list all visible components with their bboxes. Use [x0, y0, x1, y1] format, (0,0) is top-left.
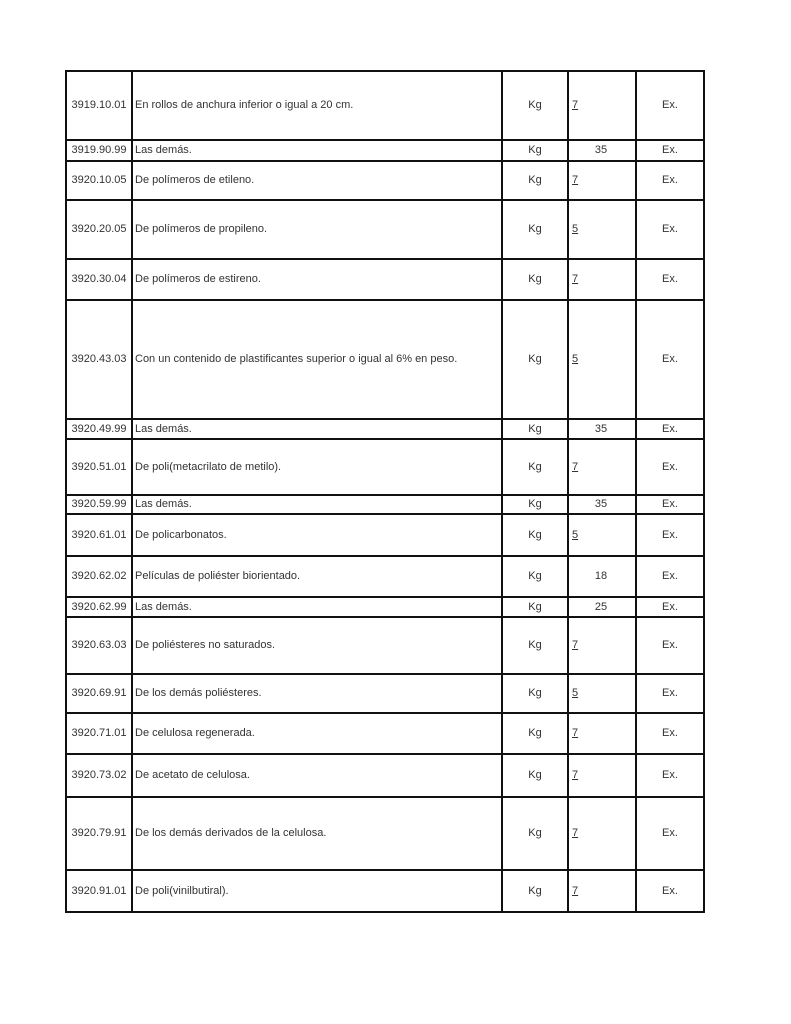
description: De poliésteres no saturados.	[135, 639, 276, 651]
exempt-cell	[636, 200, 704, 259]
tariff-table-body	[66, 71, 704, 912]
table-row	[66, 161, 704, 200]
exempt-label: Ex.	[662, 273, 678, 285]
tariff-code-cell	[66, 495, 132, 514]
tariff-code-cell	[66, 754, 132, 797]
duty-rate: 7	[572, 99, 579, 111]
table-row	[66, 71, 704, 140]
exempt-cell	[636, 514, 704, 556]
exempt-label: Ex.	[662, 353, 678, 365]
exempt-label: Ex.	[662, 600, 678, 613]
tariff-code: 3920.71.01	[71, 727, 127, 739]
duty-rate: 7	[572, 827, 579, 839]
description-cell	[132, 140, 502, 161]
duty-rate-cell	[568, 161, 636, 200]
table-row	[66, 200, 704, 259]
duty-rate-cell	[568, 617, 636, 674]
tariff-code: 3920.91.01	[71, 884, 127, 897]
exempt-label: Ex.	[662, 570, 678, 582]
unit-cell	[502, 259, 568, 300]
unit-cell	[502, 617, 568, 674]
duty-rate: 5	[572, 223, 579, 235]
tariff-code-cell	[66, 556, 132, 597]
table-row	[66, 674, 704, 713]
unit-label: Kg	[528, 498, 542, 510]
description: De polímeros de propileno.	[135, 223, 268, 235]
tariff-code-cell	[66, 439, 132, 495]
exempt-cell	[636, 259, 704, 300]
unit-label: Kg	[528, 223, 542, 235]
tariff-code: 3920.63.03	[71, 639, 127, 651]
unit-label: Kg	[528, 460, 542, 473]
description: Las demás.	[135, 498, 192, 510]
tariff-code: 3920.62.02	[71, 570, 127, 582]
unit-label: Kg	[528, 570, 542, 582]
description: Películas de poliéster biorientado.	[135, 570, 301, 582]
tariff-code: 3920.20.05	[71, 223, 127, 235]
tariff-code-cell	[66, 259, 132, 300]
tariff-code: 3920.62.99	[71, 600, 127, 613]
table-row	[66, 556, 704, 597]
description: Las demás.	[135, 600, 192, 613]
exempt-label: Ex.	[662, 884, 678, 897]
unit-cell	[502, 797, 568, 870]
description: De los demás derivados de la celulosa.	[135, 827, 327, 839]
description: De celulosa regenerada.	[135, 727, 255, 739]
unit-cell	[502, 161, 568, 200]
unit-cell	[502, 556, 568, 597]
description-cell	[132, 797, 502, 870]
tariff-code-cell	[66, 713, 132, 754]
duty-rate: 35	[594, 498, 608, 510]
exempt-label: Ex.	[662, 639, 678, 651]
table-row	[66, 439, 704, 495]
table-row	[66, 259, 704, 300]
exempt-cell	[636, 71, 704, 140]
duty-rate: 7	[572, 273, 579, 285]
description: Las demás.	[135, 422, 192, 435]
tariff-code-cell	[66, 797, 132, 870]
exempt-cell	[636, 797, 704, 870]
duty-rate-cell	[568, 495, 636, 514]
unit-label: Kg	[528, 727, 542, 739]
tariff-code: 3920.61.01	[71, 528, 127, 541]
unit-label: Kg	[528, 687, 542, 699]
exempt-label: Ex.	[662, 498, 678, 510]
duty-rate-cell	[568, 713, 636, 754]
duty-rate: 35	[594, 422, 608, 435]
unit-label: Kg	[528, 769, 542, 781]
exempt-cell	[636, 674, 704, 713]
duty-rate-cell	[568, 870, 636, 912]
exempt-cell	[636, 754, 704, 797]
tariff-code: 3919.90.99	[71, 144, 127, 156]
duty-rate-cell	[568, 300, 636, 419]
exempt-cell	[636, 419, 704, 439]
duty-rate-cell	[568, 797, 636, 870]
table-row	[66, 419, 704, 439]
description-cell	[132, 300, 502, 419]
exempt-cell	[636, 140, 704, 161]
duty-rate-cell	[568, 597, 636, 617]
exempt-label: Ex.	[662, 528, 678, 541]
tariff-code: 3920.51.01	[71, 460, 127, 473]
description: De los demás poliésteres.	[135, 687, 262, 699]
tariff-code-cell	[66, 71, 132, 140]
tariff-code-cell	[66, 597, 132, 617]
unit-label: Kg	[528, 600, 542, 613]
unit-cell	[502, 419, 568, 439]
description: De poli(metacrilato de metilo).	[135, 460, 282, 473]
exempt-label: Ex.	[662, 223, 678, 235]
duty-rate-cell	[568, 200, 636, 259]
unit-cell	[502, 439, 568, 495]
exempt-cell	[636, 617, 704, 674]
table-row	[66, 797, 704, 870]
duty-rate-cell	[568, 674, 636, 713]
tariff-code-cell	[66, 514, 132, 556]
tariff-code-cell	[66, 161, 132, 200]
tariff-code: 3920.10.05	[71, 174, 127, 186]
tariff-schedule-table	[65, 70, 705, 913]
exempt-cell	[636, 556, 704, 597]
duty-rate-cell	[568, 140, 636, 161]
tariff-code-cell	[66, 870, 132, 912]
unit-label: Kg	[528, 353, 542, 365]
tariff-code-cell	[66, 617, 132, 674]
unit-cell	[502, 514, 568, 556]
description: De policarbonatos.	[135, 528, 227, 541]
tariff-code-cell	[66, 300, 132, 419]
exempt-label: Ex.	[662, 687, 678, 699]
duty-rate: 5	[572, 687, 579, 699]
table-row	[66, 713, 704, 754]
description: De acetato de celulosa.	[135, 769, 250, 781]
exempt-label: Ex.	[662, 827, 678, 839]
unit-cell	[502, 200, 568, 259]
description-cell	[132, 71, 502, 140]
table-row	[66, 495, 704, 514]
duty-rate-cell	[568, 259, 636, 300]
exempt-cell	[636, 870, 704, 912]
unit-label: Kg	[528, 827, 542, 839]
duty-rate: 7	[572, 727, 579, 739]
table-row	[66, 754, 704, 797]
description: Con un contenido de plastificantes superior o igual al 6% en peso.	[135, 353, 458, 365]
duty-rate: 7	[572, 460, 579, 473]
duty-rate: 7	[572, 884, 579, 897]
duty-rate: 18	[594, 570, 608, 582]
tariff-code: 3920.73.02	[71, 769, 127, 781]
duty-rate-cell	[568, 71, 636, 140]
tariff-code-cell	[66, 674, 132, 713]
exempt-label: Ex.	[662, 727, 678, 739]
description-cell	[132, 495, 502, 514]
description-cell	[132, 200, 502, 259]
unit-cell	[502, 140, 568, 161]
table-row	[66, 870, 704, 912]
tariff-code: 3920.49.99	[71, 422, 127, 435]
table-row	[66, 597, 704, 617]
unit-cell	[502, 754, 568, 797]
duty-rate: 7	[572, 769, 579, 781]
description: De polímeros de estireno.	[135, 273, 261, 285]
unit-label: Kg	[528, 99, 542, 111]
unit-cell	[502, 495, 568, 514]
tariff-code-cell	[66, 419, 132, 439]
description-cell	[132, 161, 502, 200]
unit-label: Kg	[528, 639, 542, 651]
duty-rate: 7	[572, 639, 579, 651]
description-cell	[132, 259, 502, 300]
description-cell	[132, 514, 502, 556]
duty-rate-cell	[568, 556, 636, 597]
description: En rollos de anchura inferior o igual a 20 cm.	[135, 99, 354, 111]
description-cell	[132, 617, 502, 674]
exempt-cell	[636, 495, 704, 514]
duty-rate: 5	[572, 528, 579, 541]
tariff-code: 3920.43.03	[71, 353, 127, 365]
description-cell	[132, 674, 502, 713]
exempt-cell	[636, 713, 704, 754]
unit-label: Kg	[528, 884, 542, 897]
table-row	[66, 140, 704, 161]
exempt-cell	[636, 300, 704, 419]
description-cell	[132, 713, 502, 754]
duty-rate: 25	[594, 600, 608, 613]
exempt-label: Ex.	[662, 422, 678, 435]
table-row	[66, 300, 704, 419]
unit-label: Kg	[528, 144, 542, 156]
exempt-label: Ex.	[662, 144, 678, 156]
table-row	[66, 514, 704, 556]
description-cell	[132, 754, 502, 797]
exempt-label: Ex.	[662, 460, 678, 473]
tariff-code: 3920.30.04	[71, 273, 127, 285]
tariff-code: 3920.69.91	[71, 687, 127, 699]
tariff-code-cell	[66, 200, 132, 259]
unit-cell	[502, 713, 568, 754]
unit-cell	[502, 870, 568, 912]
exempt-cell	[636, 161, 704, 200]
unit-label: Kg	[528, 422, 542, 435]
exempt-cell	[636, 597, 704, 617]
tariff-code: 3920.59.99	[71, 498, 127, 510]
description-cell	[132, 870, 502, 912]
description-cell	[132, 597, 502, 617]
tariff-code-cell	[66, 140, 132, 161]
exempt-label: Ex.	[662, 769, 678, 781]
tariff-code: 3919.10.01	[71, 99, 127, 111]
duty-rate-cell	[568, 754, 636, 797]
duty-rate: 7	[572, 174, 579, 186]
unit-label: Kg	[528, 174, 542, 186]
unit-cell	[502, 71, 568, 140]
tariff-code: 3920.79.91	[71, 827, 127, 839]
unit-cell	[502, 597, 568, 617]
unit-label: Kg	[528, 273, 542, 285]
description-cell	[132, 419, 502, 439]
description: De polímeros de etileno.	[135, 174, 255, 186]
exempt-label: Ex.	[662, 99, 678, 111]
exempt-label: Ex.	[662, 174, 678, 186]
description: De poli(vinilbutiral).	[135, 884, 229, 897]
duty-rate-cell	[568, 514, 636, 556]
exempt-cell	[636, 439, 704, 495]
description: Las demás.	[135, 144, 192, 156]
description-cell	[132, 556, 502, 597]
duty-rate: 35	[594, 144, 608, 156]
duty-rate-cell	[568, 439, 636, 495]
unit-cell	[502, 300, 568, 419]
duty-rate: 5	[572, 353, 579, 365]
unit-cell	[502, 674, 568, 713]
unit-label: Kg	[528, 528, 542, 541]
duty-rate-cell	[568, 419, 636, 439]
table-row	[66, 617, 704, 674]
description-cell	[132, 439, 502, 495]
